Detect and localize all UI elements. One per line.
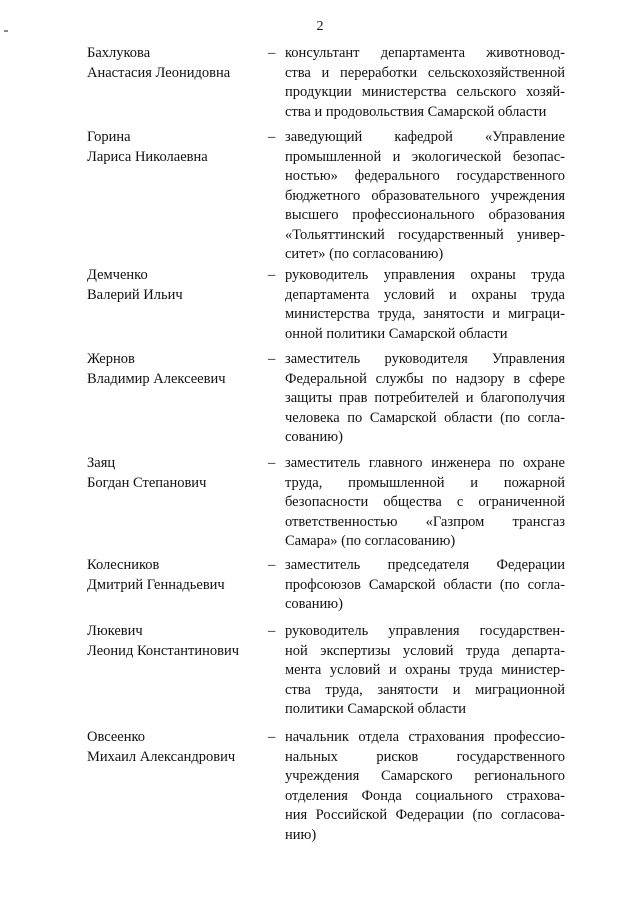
member-given-names: Анастасия Леонидовна xyxy=(87,64,231,81)
dash-separator: – xyxy=(268,351,276,367)
position-line: человека по Самарской области (по согла- xyxy=(285,409,565,426)
position-line: начальник отдела страхования профессио- xyxy=(285,729,565,745)
position-line: ства и продовольствия Самарской области xyxy=(285,103,547,120)
position-line: ной экспертизы условий труда департа- xyxy=(285,642,565,659)
position-line: сованию) xyxy=(285,596,343,612)
position-line: заместитель председателя Федерации xyxy=(285,557,565,573)
member-position xyxy=(285,622,565,720)
member-name xyxy=(87,728,267,767)
member-surname: Жернов xyxy=(87,351,135,367)
member-name xyxy=(87,128,267,167)
position-line: нию) xyxy=(285,826,317,843)
position-line: профсоюзов Самарской области (по согла- xyxy=(285,576,565,593)
position-line: ства труда, занятости и миграционной xyxy=(285,681,565,698)
member-given-names: Владимир Алексеевич xyxy=(87,370,226,387)
member-position xyxy=(285,266,565,344)
position-line: бюджетного образовательного учреждения xyxy=(285,187,565,204)
member-surname: Демченко xyxy=(87,267,148,283)
member-surname: Заяц xyxy=(87,455,116,471)
member-given-names: Валерий Ильич xyxy=(87,286,183,303)
position-line: ния Российской Федерации (по согласова- xyxy=(285,807,565,823)
position-line: мента условий и охраны труда министер- xyxy=(285,662,565,678)
member-given-names: Леонид Константинович xyxy=(87,642,240,659)
member-name xyxy=(87,266,267,305)
position-line: нальных рисков государственного xyxy=(285,748,565,765)
member-surname: Люкевич xyxy=(87,623,143,639)
dash-separator: – xyxy=(268,455,276,471)
position-line: продукции министерства сельского хозяй- xyxy=(285,84,565,100)
dash-separator: – xyxy=(268,129,276,145)
position-line: «Тольяттинский государственный универ- xyxy=(285,226,565,243)
member-name xyxy=(87,454,267,493)
position-line: отделения Фонда социального страхова- xyxy=(285,787,565,804)
position-line: руководитель управления охраны труда xyxy=(285,267,565,283)
member-given-names: Лариса Николаевна xyxy=(87,148,208,165)
position-line: заместитель руководителя Управления xyxy=(285,351,565,367)
position-line: министерства труда, занятости и миграци- xyxy=(285,306,565,322)
position-line: ситет» (по согласованию) xyxy=(285,246,444,262)
position-line: руководитель управления государствен- xyxy=(285,623,565,639)
member-position xyxy=(285,728,565,845)
position-line: Федеральной службы по надзору в сфере xyxy=(285,370,565,387)
position-line: департамента условий и охраны труда xyxy=(285,286,565,303)
member-name xyxy=(87,44,267,83)
position-line: ностью» федерального государственного xyxy=(285,168,565,184)
member-name xyxy=(87,622,267,661)
position-line: промышленной и экологической безопас- xyxy=(285,148,565,165)
position-line: Самара» (по согласованию) xyxy=(285,533,456,549)
member-position xyxy=(285,44,565,122)
position-line: защиты прав потребителей и благополучия xyxy=(285,390,565,406)
member-position xyxy=(285,556,565,615)
member-position xyxy=(285,454,565,552)
dash-separator: – xyxy=(268,267,276,283)
position-line: заместитель главного инженера по охране xyxy=(285,455,565,471)
member-given-names: Дмитрий Геннадьевич xyxy=(87,576,225,593)
position-line: высшего профессионального образования xyxy=(285,207,565,223)
member-position xyxy=(285,128,565,265)
member-given-names: Михаил Александрович xyxy=(87,748,236,765)
dash-separator: – xyxy=(268,729,276,745)
position-line: политики Самарской области xyxy=(285,701,467,717)
dash-separator: – xyxy=(268,45,276,61)
dash-separator: – xyxy=(268,557,276,573)
member-name xyxy=(87,556,267,595)
member-surname: Бахлукова xyxy=(87,45,151,61)
member-surname: Овсеенко xyxy=(87,729,146,745)
position-line: консультант департамента животновод- xyxy=(285,45,565,61)
position-line: сованию) xyxy=(285,429,343,445)
member-given-names: Богдан Степанович xyxy=(87,474,207,491)
position-line: ответственностью «Газпром трансгаз xyxy=(285,513,565,530)
position-line: труда, промышленной и пожарной xyxy=(285,474,565,491)
position-line: учреждения Самарского регионального xyxy=(285,768,565,784)
member-surname: Горина xyxy=(87,129,131,145)
member-position xyxy=(285,350,565,448)
position-line: безопасности общества с ограниченной xyxy=(285,494,565,510)
page-number: 2 xyxy=(316,19,324,34)
member-surname: Колесников xyxy=(87,557,160,573)
member-name xyxy=(87,350,267,389)
position-line: ства и переработки сельскохозяйственной xyxy=(285,64,565,81)
dash-separator: – xyxy=(268,623,276,639)
position-line: заведующий кафедрой «Управление xyxy=(285,129,565,145)
position-line: онной политики Самарской области xyxy=(285,325,508,342)
